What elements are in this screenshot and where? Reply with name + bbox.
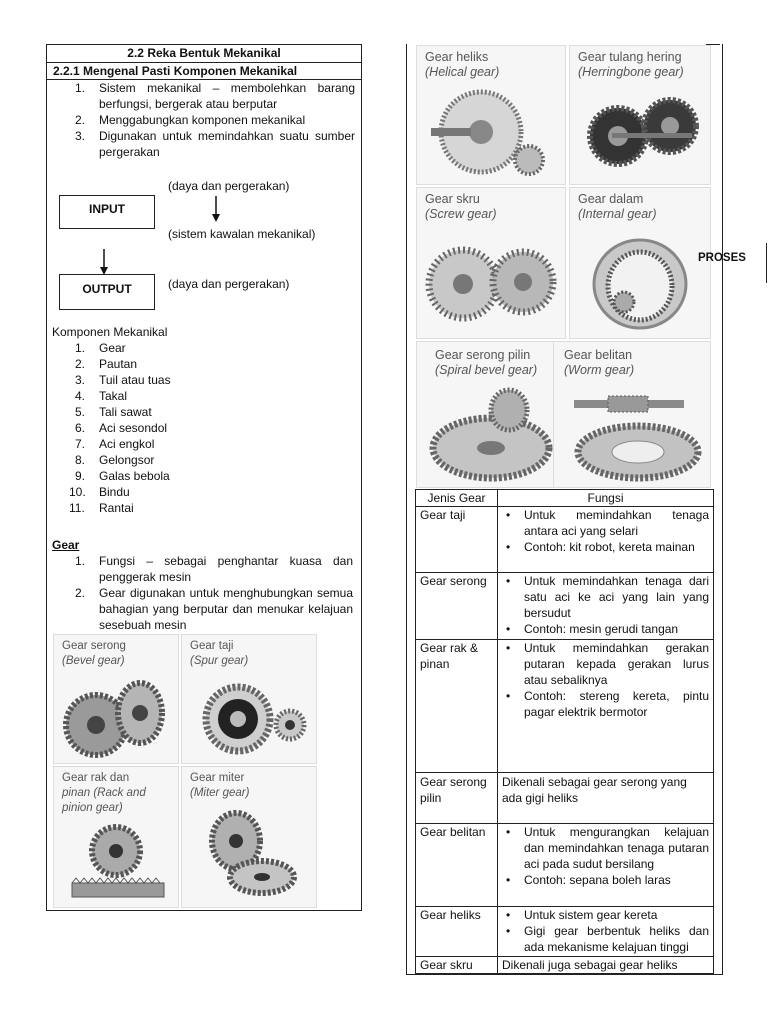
screw-gear-image bbox=[416, 187, 566, 339]
gear-type-cell: Gear belitan bbox=[416, 824, 498, 907]
list-item: • Contoh: sepana boleh laras bbox=[502, 872, 709, 888]
caption: Gear dalam bbox=[578, 192, 644, 206]
table-row bbox=[416, 640, 714, 773]
caption: (Helical gear) bbox=[425, 65, 500, 79]
caption: (Spur gear) bbox=[190, 655, 249, 667]
caption: Gear rak dan bbox=[62, 772, 130, 784]
section-title: 2.2 Reka Bentuk Mekanikal bbox=[47, 45, 361, 63]
list-item: 5. Tali sawat bbox=[75, 405, 152, 419]
process-label: PROSES bbox=[698, 252, 746, 264]
caption: Gear heliks bbox=[425, 50, 489, 64]
gear-types-table bbox=[415, 489, 714, 974]
list-item: 4. Takal bbox=[75, 389, 128, 403]
spiral-bevel-gear-image bbox=[416, 341, 566, 488]
table-row bbox=[416, 824, 714, 907]
flow-note-middle: (sistem kawalan mekanikal) bbox=[168, 227, 316, 241]
herringbone-gear-icon bbox=[582, 86, 702, 180]
list-item: 11. Rantai bbox=[69, 501, 134, 515]
table-row bbox=[416, 907, 714, 957]
components-list bbox=[47, 340, 347, 516]
list-item: • Contoh: stereng kereta, pintu pagar elektrik bermotor bbox=[502, 688, 709, 720]
caption: (Bevel gear) bbox=[62, 655, 125, 667]
gear-heading: Gear bbox=[52, 538, 80, 552]
table-header: Jenis Gear bbox=[416, 490, 498, 507]
list-item: • Untuk memindahkan tenaga antara aci yang selari bbox=[502, 507, 709, 539]
internal-gear-image bbox=[569, 187, 711, 339]
function-list bbox=[502, 907, 709, 955]
spiral-bevel-gear-icon bbox=[425, 386, 559, 484]
list-item: 2. Gear digunakan untuk menghubungkan semua bahagian yang berputar dan menukar kelajuan sesebuah mesin bbox=[75, 586, 353, 632]
function-list bbox=[502, 507, 709, 555]
gear-type-cell: Gear rak & pinan bbox=[416, 640, 498, 773]
list-item: 3. Tuil atau tuas bbox=[75, 373, 171, 387]
internal-gear-icon bbox=[584, 232, 694, 334]
spur-gear-image bbox=[181, 634, 317, 764]
gear-type-cell: Gear heliks bbox=[416, 907, 498, 957]
table-row bbox=[416, 573, 714, 640]
subsection-title: 2.2.1 Mengenal Pasti Komponen Mekanikal bbox=[47, 63, 361, 80]
list-item: 7. Aci engkol bbox=[75, 437, 155, 451]
caption: pinion gear) bbox=[62, 802, 123, 814]
caption: Gear tulang hering bbox=[578, 50, 682, 64]
arrow-down-icon bbox=[99, 249, 109, 275]
list-item: 8. Gelongsor bbox=[75, 453, 155, 467]
intro-list bbox=[47, 80, 355, 160]
caption: Gear belitan bbox=[564, 348, 633, 362]
miter-gear-image bbox=[181, 766, 317, 908]
list-item: 2. Menggabungkan komponen mekanikal bbox=[75, 113, 306, 127]
gear-list bbox=[47, 553, 353, 633]
list-item: • Untuk mengurangkan kelajuan dan memindahkan tenaga putaran aci pada sudut bersilang bbox=[502, 824, 709, 872]
list-item: • Gigi gear berbentuk heliks dan ada mekanisme kelajuan tinggi bbox=[502, 923, 709, 955]
caption: pinan (Rack and bbox=[62, 787, 146, 799]
screw-gear-icon bbox=[423, 234, 559, 334]
function-list bbox=[502, 824, 709, 888]
list-item: 1. Sistem mekanikal – membolehkan barang berfungsi, bergerak atau berputar bbox=[75, 81, 355, 111]
list-item: • Contoh: mesin gerudi tangan bbox=[502, 621, 709, 637]
caption: (Herringbone gear) bbox=[578, 65, 684, 79]
table-header-row bbox=[416, 490, 714, 507]
miter-gear-icon bbox=[196, 807, 306, 903]
worm-gear-icon bbox=[564, 394, 704, 484]
caption: (Screw gear) bbox=[425, 207, 497, 221]
list-item: 3. Digunakan untuk memindahkan suatu sumber pergerakan bbox=[75, 129, 355, 159]
table-row bbox=[416, 507, 714, 573]
list-item: 6. Aci sesondol bbox=[75, 421, 168, 435]
caption: Gear serong pilin bbox=[435, 348, 531, 362]
table-row bbox=[416, 773, 714, 824]
input-box: INPUT bbox=[59, 195, 155, 229]
list-item: • Untuk memindahkan gerakan putaran kepada gerakan lurus atau sebaliknya bbox=[502, 640, 709, 688]
function-cell: Dikenali sebagai gear serong yang ada gigi heliks bbox=[498, 773, 714, 824]
rack-pinion-gear-icon bbox=[68, 821, 168, 903]
list-item: • Untuk sistem gear kereta bbox=[502, 907, 709, 923]
helical-gear-image bbox=[416, 45, 566, 185]
list-item: 10. Bindu bbox=[69, 485, 130, 499]
flow-note-bottom: (daya dan pergerakan) bbox=[168, 277, 290, 291]
caption: Gear serong bbox=[62, 640, 126, 652]
caption: (Internal gear) bbox=[578, 207, 657, 221]
function-cell: Dikenali juga sebagai gear heliks bbox=[498, 957, 714, 974]
rack-pinion-gear-image bbox=[53, 766, 179, 908]
flow-note-top: (daya dan pergerakan) bbox=[168, 179, 290, 193]
bevel-gear-image bbox=[53, 634, 179, 764]
gear-type-cell: Gear serong bbox=[416, 573, 498, 640]
herringbone-gear-image bbox=[569, 45, 711, 185]
helical-gear-icon bbox=[431, 86, 555, 180]
list-item: • Untuk memindahkan tenaga dari satu aci ke aci yang lain yang bersudut bbox=[502, 573, 709, 621]
arrow-down-icon bbox=[211, 196, 221, 222]
caption: Gear skru bbox=[425, 192, 480, 206]
table-row bbox=[416, 957, 714, 974]
list-item: • Contoh: kit robot, kereta mainan bbox=[502, 539, 709, 555]
list-item: 2. Pautan bbox=[75, 357, 138, 371]
spur-gear-icon bbox=[186, 671, 312, 759]
divider bbox=[766, 243, 767, 283]
caption: Gear miter bbox=[190, 772, 245, 784]
function-list bbox=[502, 573, 709, 637]
gear-type-cell: Gear skru bbox=[416, 957, 498, 974]
caption: Gear taji bbox=[190, 640, 234, 652]
left-column bbox=[46, 44, 362, 911]
list-item: 1. Gear bbox=[75, 341, 126, 355]
output-box: OUTPUT bbox=[59, 274, 155, 310]
bevel-gear-icon bbox=[58, 671, 174, 759]
list-item: 9. Galas bebola bbox=[75, 469, 170, 483]
caption: (Worm gear) bbox=[564, 363, 635, 377]
function-list bbox=[502, 640, 709, 720]
gear-type-cell: Gear taji bbox=[416, 507, 498, 573]
worm-gear-image bbox=[553, 341, 711, 488]
caption: (Miter gear) bbox=[190, 787, 250, 799]
list-item: 1. Fungsi – sebagai penghantar kuasa dan penggerak mesin bbox=[75, 554, 353, 584]
components-heading: Komponen Mekanikal bbox=[52, 325, 168, 339]
table-header: Fungsi bbox=[498, 490, 714, 507]
gear-type-cell: Gear serong pilin bbox=[416, 773, 498, 824]
caption: (Spiral bevel gear) bbox=[435, 363, 538, 377]
